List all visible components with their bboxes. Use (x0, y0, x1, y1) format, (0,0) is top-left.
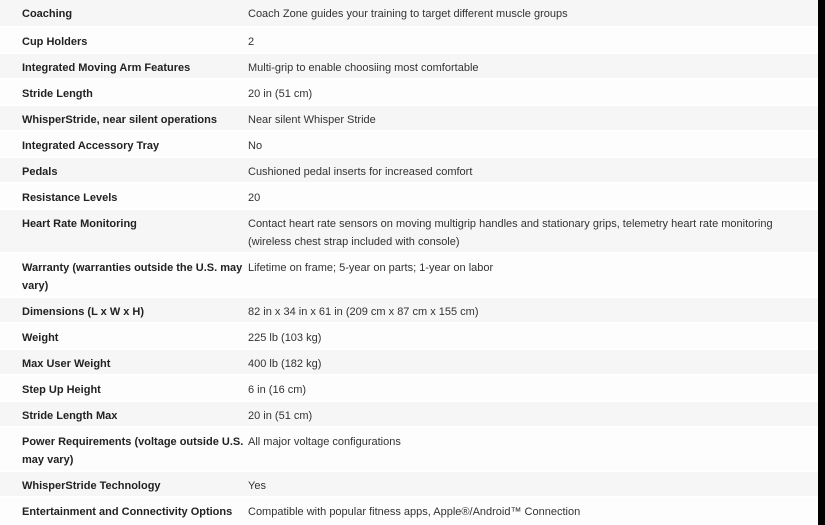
spec-label: Heart Rate Monitoring (22, 218, 137, 230)
spec-row-resistance-levels (0, 184, 818, 210)
spec-label: Cup Holders (22, 36, 88, 48)
spec-label: Resistance Levels (22, 192, 118, 204)
spec-label: Power Requirements (voltage outside U.S. may vary) (22, 436, 244, 466)
spec-row-heart-rate (0, 210, 818, 254)
spec-row-cup-holders (0, 28, 818, 54)
spec-label: WhisperStride, near silent operations (22, 114, 217, 126)
spec-row-whisperstride (0, 106, 818, 132)
spec-value: Compatible with popular fitness apps, Apple®/Android™ Connection (248, 506, 581, 518)
spec-value: Cushioned pedal inserts for increased comfort (248, 166, 473, 178)
spec-row-pedals (0, 158, 818, 184)
spec-value: Contact heart rate sensors on moving multigrip handles and stationary grips, telemetry heart rate monitoring (wireless chest strap included with console) (248, 218, 773, 248)
spec-label: Max User Weight (22, 358, 111, 370)
spec-value: 6 in (16 cm) (248, 384, 307, 396)
spec-row-max-user-weight (0, 350, 818, 376)
spec-value: Coach Zone guides your training to target different muscle groups (248, 8, 568, 20)
spec-label: Coaching (22, 8, 73, 20)
spec-row-stride-length-max (0, 402, 818, 428)
spec-row-accessory-tray (0, 132, 818, 158)
spec-label: Step Up Height (22, 384, 101, 396)
spec-value: All major voltage configurations (248, 436, 401, 448)
spec-value: Yes (248, 480, 266, 492)
spec-value: 2 (248, 36, 255, 48)
spec-row-whisperstride-tech (0, 472, 818, 498)
spec-row-step-up-height (0, 376, 818, 402)
spec-row-warranty (0, 254, 818, 298)
spec-label: Stride Length Max (22, 410, 118, 422)
spec-row-stride-length (0, 80, 818, 106)
spec-label: Warranty (warranties outside the U.S. may vary) (22, 262, 243, 292)
spec-row-weight (0, 324, 818, 350)
spec-value: 225 lb (103 kg) (248, 332, 322, 344)
spec-value: No (248, 140, 263, 152)
spec-label: Integrated Accessory Tray (22, 140, 160, 152)
spec-value: 400 lb (182 kg) (248, 358, 322, 370)
spec-value: Near silent Whisper Stride (248, 114, 376, 126)
spec-row-moving-arm (0, 54, 818, 80)
spec-row-entertainment (0, 498, 818, 525)
spec-label: Stride Length (22, 88, 93, 100)
spec-value: 20 in (51 cm) (248, 410, 313, 422)
spec-label: Pedals (22, 166, 58, 178)
spec-label: Integrated Moving Arm Features (22, 62, 191, 74)
spec-label: WhisperStride Technology (22, 480, 161, 492)
spec-value: Multi-grip to enable choosiing most comfortable (248, 62, 479, 74)
spec-value: 20 in (51 cm) (248, 88, 313, 100)
spec-value: 20 (248, 192, 261, 204)
spec-value: Lifetime on frame; 5-year on parts; 1-year on labor (248, 262, 494, 274)
spec-label: Entertainment and Connectivity Options (22, 506, 233, 518)
spec-value: 82 in x 34 in x 61 in (209 cm x 87 cm x 155 cm) (248, 306, 479, 318)
spec-row-coaching (0, 0, 818, 28)
spec-row-dimensions (0, 298, 818, 324)
spec-label: Dimensions (L x W x H) (22, 306, 145, 318)
spec-row-power (0, 428, 818, 472)
spec-label: Weight (22, 332, 59, 344)
